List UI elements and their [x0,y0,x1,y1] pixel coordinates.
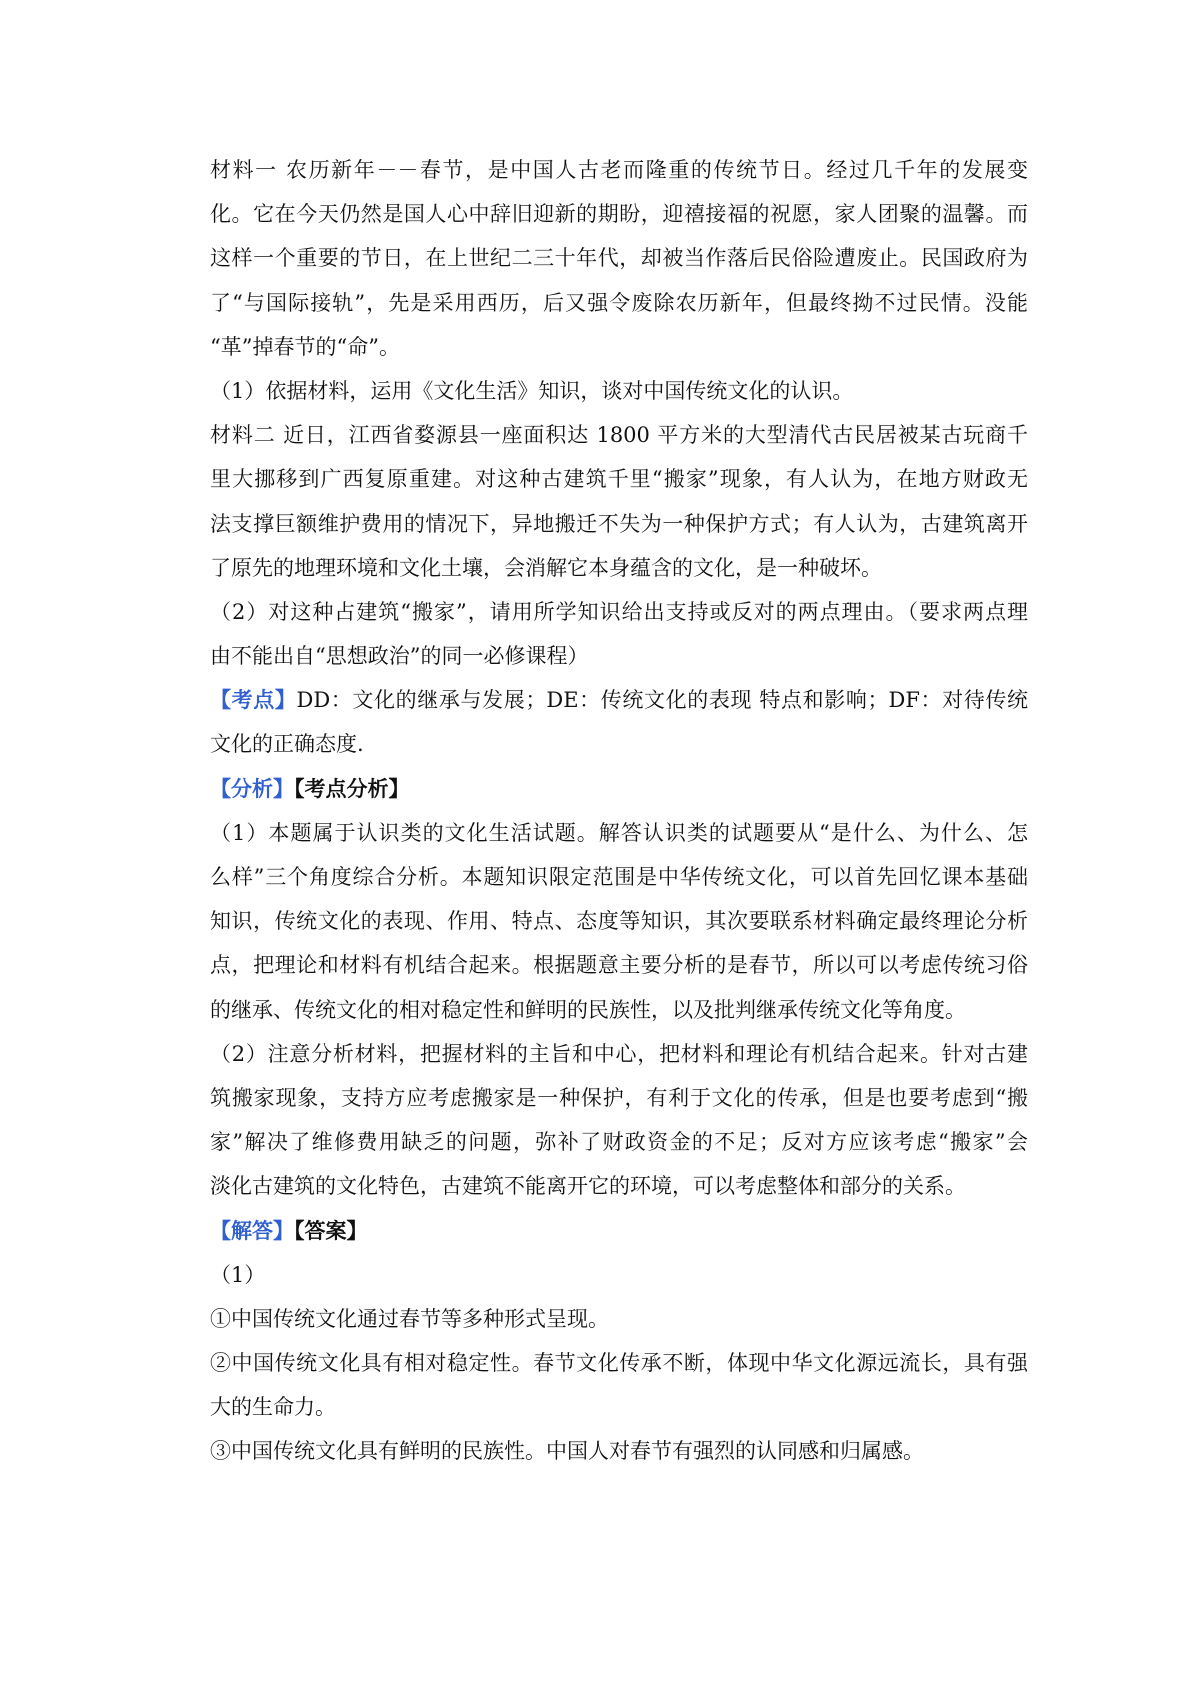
jieda-tag: 【解答】 [210,1217,294,1243]
material2-line: 了原先的地理环境和文化土壤，会消解它本身蕴含的文化，是一种破坏。 [210,555,882,580]
analysis2-line: 筑搬家现象，支持方应考虑搬家是一种保护，有利于文化的传承，但是也要考虑到“搬 [210,1085,1028,1110]
analysis1-line: 点，把理论和材料有机结合起来。根据题意主要分析的是春节，所以可以考虑传统习俗 [210,953,1028,978]
answer-item: 大的生命力。 [210,1395,336,1420]
analysis2-line: 淡化古建筑的文化特色，古建筑不能离开它的环境，可以考虑整体和部分的关系。 [210,1174,966,1199]
kaodian-line-2: 文化的正确态度. [210,732,364,757]
jieda-title: 【答案】 [294,1217,368,1243]
fenxi-line [210,767,1028,811]
material1-line: 材料一 农历新年－－春节，是中国人古老而隆重的传统节日。经过几千年的发展变 [210,158,1028,182]
kaodian-tag: 【考点】 [210,687,297,713]
material2-line: 法支撑巨额维护费用的情况下，异地搬迁不失为一种保护方式；有人认为，古建筑离开 [210,511,1028,536]
answer-label: （1） [210,1262,266,1287]
material2-line: 里大挪移到广西复原重建。对这种古建筑千里“搬家”现象，有人认为，在地方财政无 [210,467,1028,492]
material2-line: 材料二 近日，江西省婺源县一座面积达 1800 平方米的大型清代古民居被某古玩商千 [210,423,1028,448]
answer-item: ②中国传统文化具有相对稳定性。春节文化传承不断，体现中华文化源远流长，具有强 [210,1351,1028,1376]
fenxi-tag: 【分析】 [210,775,294,801]
answer-item: ①中国传统文化通过春节等多种形式呈现。 [210,1306,609,1331]
kaodian-text: DD：文化的继承与发展；DE：传统文化的表现 特点和影响；DF：对待传统 [296,688,1028,713]
document-page [210,148,1028,1474]
material1-line: “革”掉春节的“命”。 [210,334,400,359]
analysis2-line: 家”解决了维修费用缺乏的问题，弥补了财政资金的不足；反对方应该考虑“搬家”会 [210,1130,1028,1155]
material1-line: 这样一个重要的节日，在上世纪二三十年代，却被当作落后民俗险遭废止。民国政府为 [210,246,1028,271]
analysis1-line: 的继承、传统文化的相对稳定性和鲜明的民族性，以及批判继承传统文化等角度。 [210,997,966,1022]
analysis1-line: （1）本题属于认识类的文化生活试题。解答认识类的试题要从“是什么、为什么、怎 [210,820,1028,845]
analysis1-line: 么样”三个角度综合分析。本题知识限定范围是中华传统文化，可以首先回忆课本基础 [210,865,1028,889]
jieda-line [210,1209,1028,1253]
fenxi-title: 【考点分析】 [294,775,410,801]
kaodian-line [210,678,1028,722]
question2-line: （2）对这种占建筑“搬家”，请用所学知识给出支持或反对的两点理由。（要求两点理 [210,599,1028,624]
material1-line: 化。它在今天仍然是国人心中辞旧迎新的期盼，迎禧接福的祝愿，家人团聚的温馨。而 [210,202,1028,227]
question2-line: 由不能出自“思想政治”的同一必修课程） [210,644,589,669]
question1: （1）依据材料，运用《文化生活》知识，谈对中国传统文化的认识。 [210,378,854,403]
material1-line: 了“与国际接轨”，先是采用西历，后又强令废除农历新年，但最终拗不过民情。没能 [210,290,1028,315]
analysis2-line: （2）注意分析材料，把握材料的主旨和中心，把材料和理论有机结合起来。针对古建 [210,1041,1028,1066]
answer-item: ③中国传统文化具有鲜明的民族性。中国人对春节有强烈的认同感和归属感。 [210,1439,924,1464]
analysis1-line: 知识，传统文化的表现、作用、特点、态度等知识，其次要联系材料确定最终理论分析 [210,909,1028,934]
